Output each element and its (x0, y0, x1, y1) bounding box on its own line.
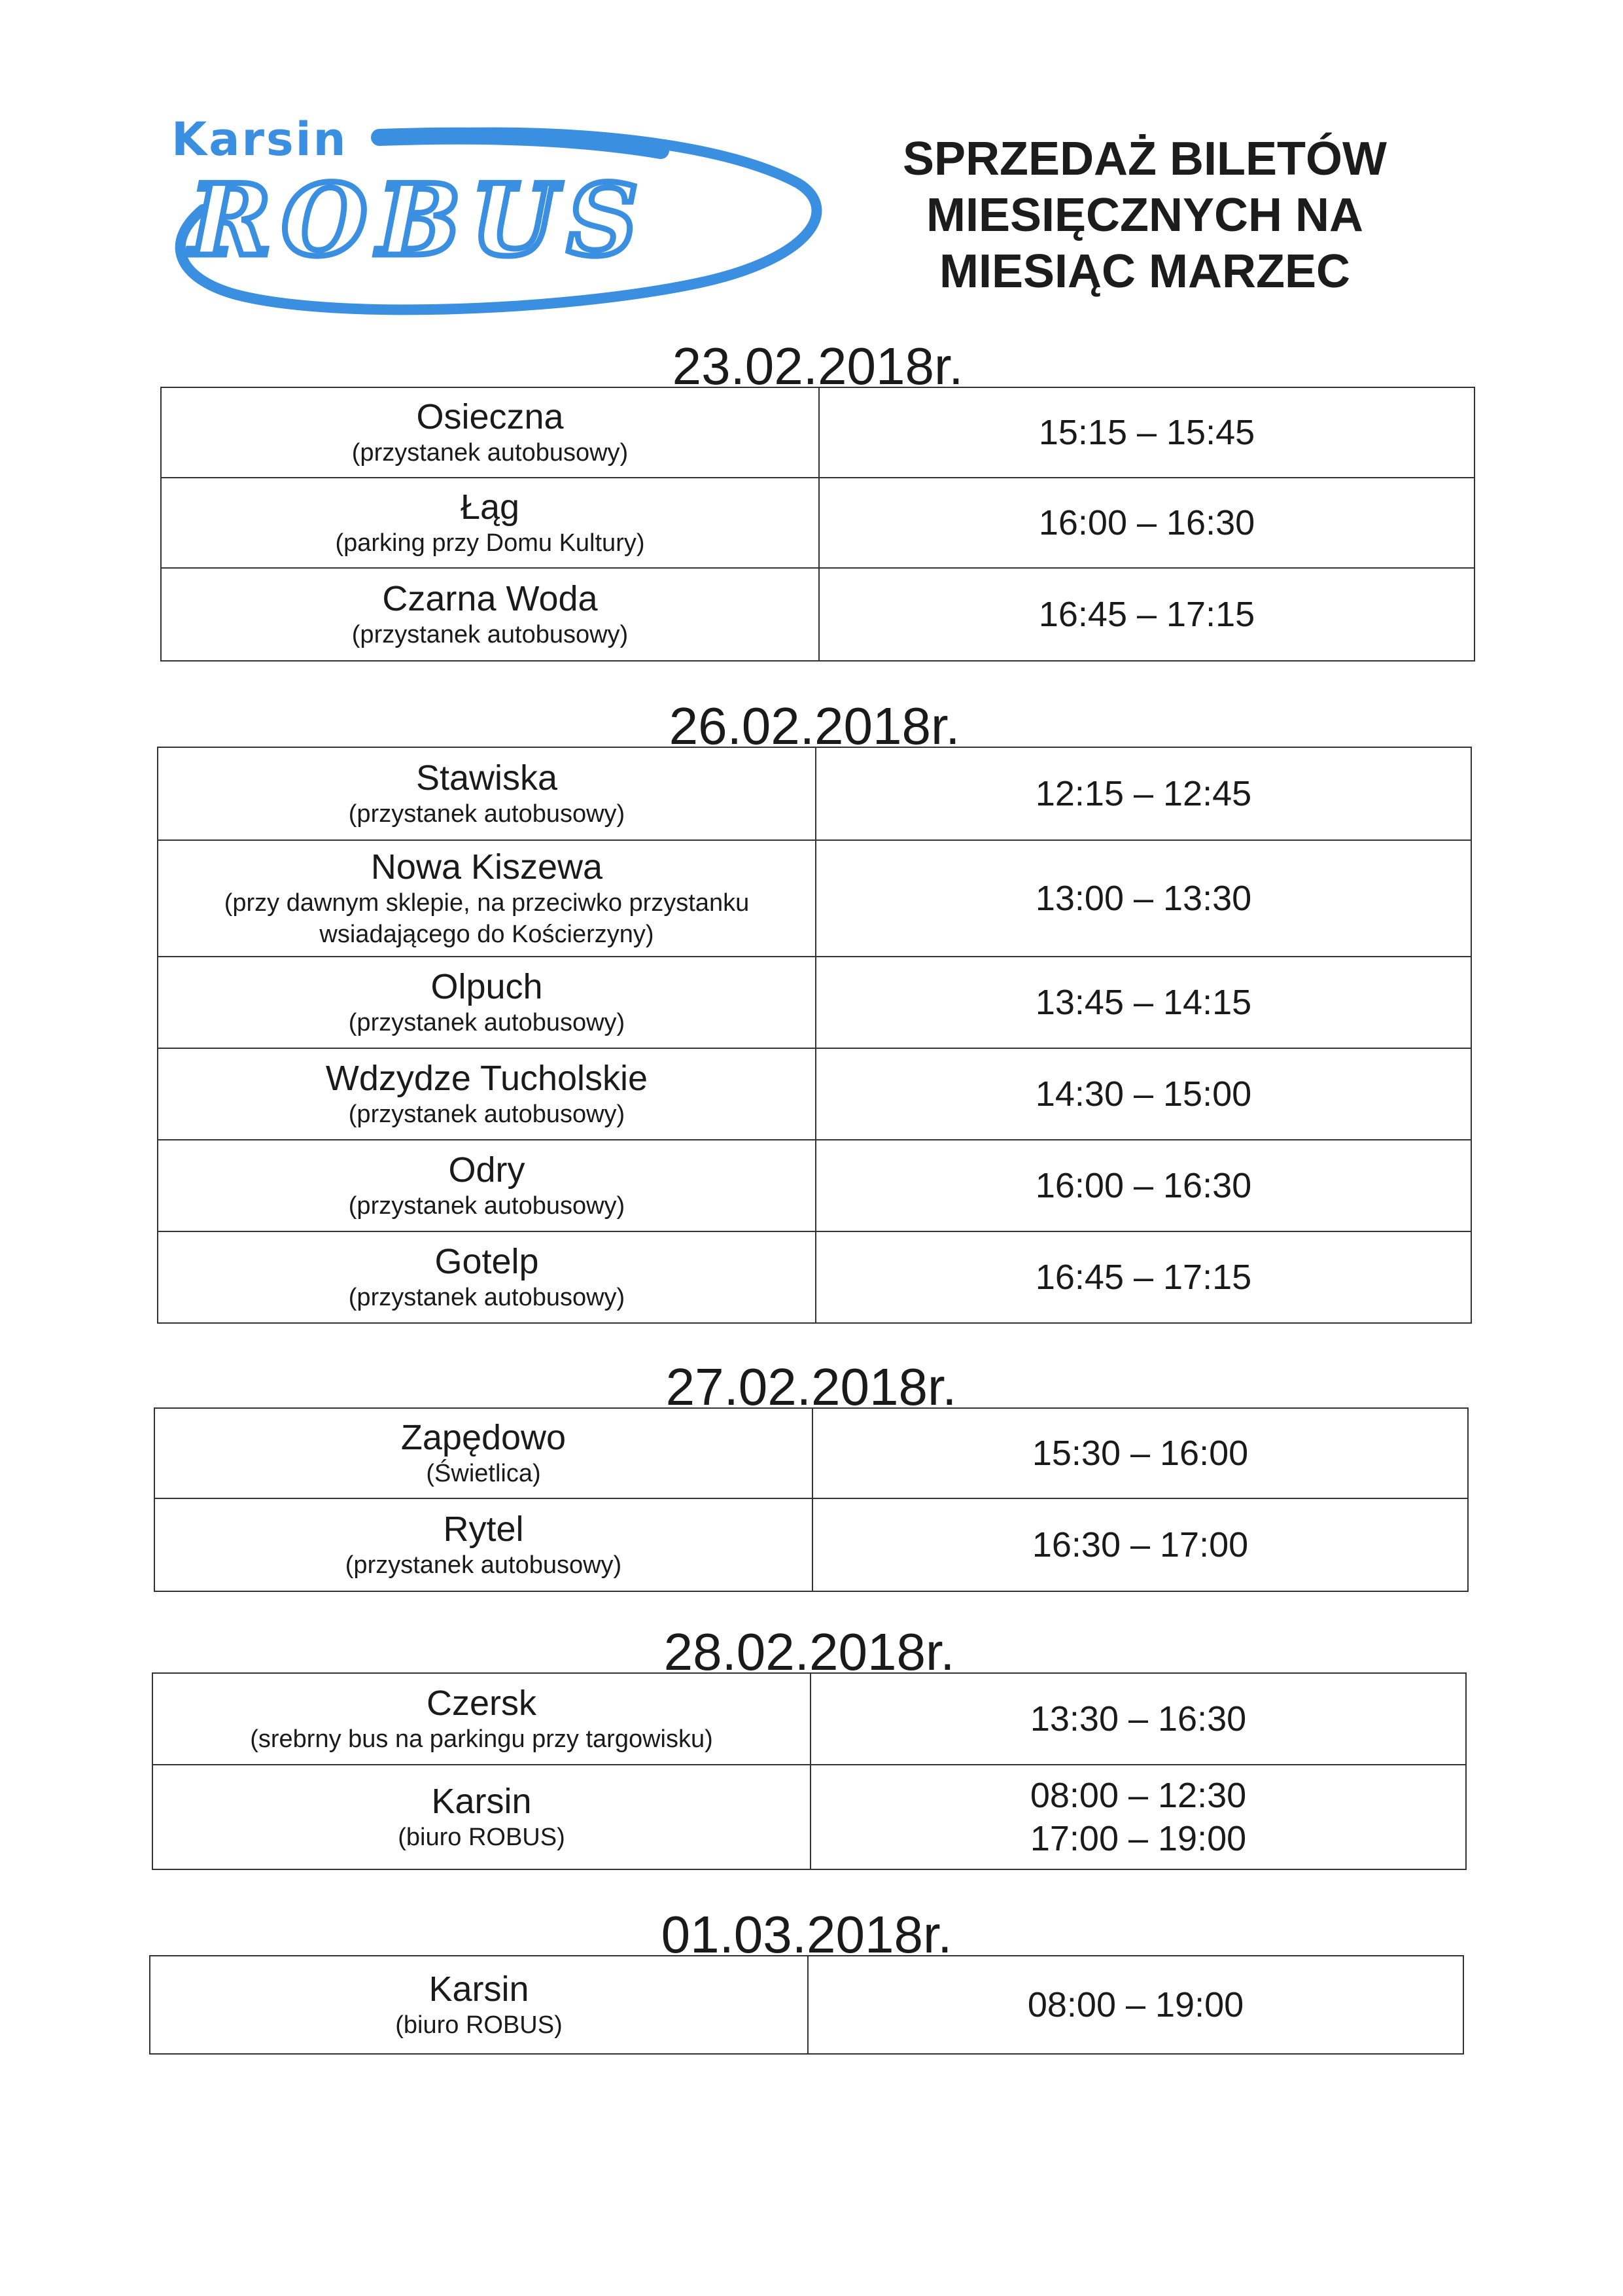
schedule-table (152, 1672, 1467, 1870)
stop-name: Wdzydze Tucholskie (325, 1059, 648, 1098)
time-range: 08:00 – 12:30 (1030, 1776, 1247, 1815)
stop-description: (przystanek autobusowy) (348, 1101, 625, 1128)
stop-cell (152, 1765, 811, 1869)
time-range: 16:00 – 16:30 (1035, 1166, 1252, 1205)
stop-description: (przystanek autobusowy) (351, 439, 629, 467)
time-cell (816, 957, 1471, 1048)
time-range: 13:00 – 13:30 (1035, 879, 1252, 918)
stop-name: Czersk (426, 1684, 536, 1723)
stop-cell (158, 1140, 816, 1231)
stop-description: (przystanek autobusowy) (348, 800, 625, 828)
title-line-2: MIESIĘCZNYCH NA (926, 189, 1364, 241)
table-row (161, 568, 1475, 661)
time-range: 08:00 – 19:00 (1027, 1985, 1244, 2024)
stop-cell (152, 1673, 811, 1765)
stop-name: Gotelp (434, 1242, 539, 1281)
time-cell (812, 1498, 1468, 1591)
time-cell (816, 1048, 1471, 1140)
stop-description: (biuro ROBUS) (395, 2011, 563, 2039)
stop-cell (158, 1048, 816, 1140)
logo-robus-text: ROBUS (190, 163, 649, 278)
stop-cell (161, 387, 819, 478)
stop-name: Olpuch (430, 967, 543, 1006)
time-cell (808, 1956, 1463, 2054)
stop-description: (przystanek autobusowy) (348, 1192, 625, 1220)
robus-logo (164, 111, 824, 327)
table-row (161, 478, 1475, 568)
stop-cell (158, 1231, 816, 1323)
time-range: 16:00 – 16:30 (1038, 503, 1255, 542)
time-range: 12:15 – 12:45 (1035, 774, 1252, 813)
table-row (158, 747, 1471, 840)
time-range: 16:30 – 17:00 (1032, 1525, 1249, 1564)
stop-cell (161, 478, 819, 568)
time-range: 16:45 – 17:15 (1038, 595, 1255, 634)
time-cell (816, 840, 1471, 957)
time-cell (816, 1140, 1471, 1231)
table-row (161, 387, 1475, 478)
page-title (850, 131, 1439, 300)
logo-karsin-text: Karsin (171, 113, 348, 166)
time-cell (812, 1408, 1468, 1498)
stop-name: Nowa Kiszewa (370, 847, 603, 887)
stop-cell (150, 1956, 808, 2054)
stop-name: Czarna Woda (382, 579, 598, 618)
time-cell (819, 478, 1475, 568)
schedule-table (160, 387, 1475, 662)
stop-name: Odry (448, 1150, 525, 1190)
table-row (152, 1673, 1466, 1765)
section-date: 01.03.2018r. (661, 1905, 952, 1964)
time-range: 13:45 – 14:15 (1035, 983, 1252, 1022)
stop-name: Łąg (460, 487, 520, 527)
time-range: 15:15 – 15:45 (1038, 413, 1255, 452)
stop-description: (biuro ROBUS) (398, 1824, 565, 1851)
stop-cell (158, 957, 816, 1048)
time-cell (816, 747, 1471, 840)
stop-cell (161, 568, 819, 661)
table-row (158, 1048, 1471, 1140)
stop-name: Stawiska (415, 758, 558, 798)
time-cell (819, 387, 1475, 478)
table-row (158, 957, 1471, 1048)
time-range: 15:30 – 16:00 (1032, 1434, 1249, 1473)
time-range: 14:30 – 15:00 (1035, 1074, 1252, 1114)
title-line-1: SPRZEDAŻ BILETÓW (903, 133, 1387, 185)
table-row (150, 1956, 1463, 2054)
section-date: 26.02.2018r. (669, 697, 960, 755)
title-line-3: MIESIĄC MARZEC (939, 245, 1350, 298)
stop-cell (154, 1498, 812, 1591)
stop-name: Rytel (443, 1510, 524, 1549)
time-cell (811, 1765, 1466, 1869)
table-row (152, 1765, 1466, 1869)
time-cell (816, 1231, 1471, 1323)
stop-name: Karsin (431, 1782, 532, 1821)
stop-cell (158, 840, 816, 957)
stop-description: (przystanek autobusowy) (351, 621, 629, 648)
stop-description: (przy dawnym sklepie, na przeciwko przystanku wsiadającego do Kościerzyny) (224, 889, 750, 948)
table-row (158, 1140, 1471, 1231)
time-range: 17:00 – 19:00 (1030, 1819, 1247, 1858)
stop-cell (158, 747, 816, 840)
stop-description: (srebrny bus na parkingu przy targowisku) (250, 1725, 713, 1753)
stop-name: Osieczna (416, 397, 564, 436)
stop-name: Karsin (428, 1969, 529, 2009)
stop-description: (parking przy Domu Kultury) (335, 529, 645, 557)
stop-description: (przystanek autobusowy) (345, 1551, 622, 1579)
section-date: 23.02.2018r. (672, 337, 964, 395)
table-row (158, 1231, 1471, 1323)
time-cell (811, 1673, 1466, 1765)
schedule-table (154, 1407, 1469, 1592)
schedule-table (149, 1955, 1464, 2055)
stop-description: (przystanek autobusowy) (348, 1284, 625, 1311)
schedule-table (157, 747, 1472, 1324)
stop-description: (przystanek autobusowy) (348, 1009, 625, 1036)
section-date: 27.02.2018r. (665, 1358, 957, 1416)
time-range: 16:45 – 17:15 (1035, 1258, 1252, 1297)
table-row (154, 1408, 1468, 1498)
table-row (154, 1498, 1468, 1591)
stop-description: (Świetlica) (426, 1460, 541, 1487)
time-range: 13:30 – 16:30 (1030, 1699, 1247, 1739)
stop-cell (154, 1408, 812, 1498)
section-date: 28.02.2018r. (663, 1623, 955, 1681)
time-cell (819, 568, 1475, 661)
table-row (158, 840, 1471, 957)
stop-name: Zapędowo (400, 1418, 567, 1457)
